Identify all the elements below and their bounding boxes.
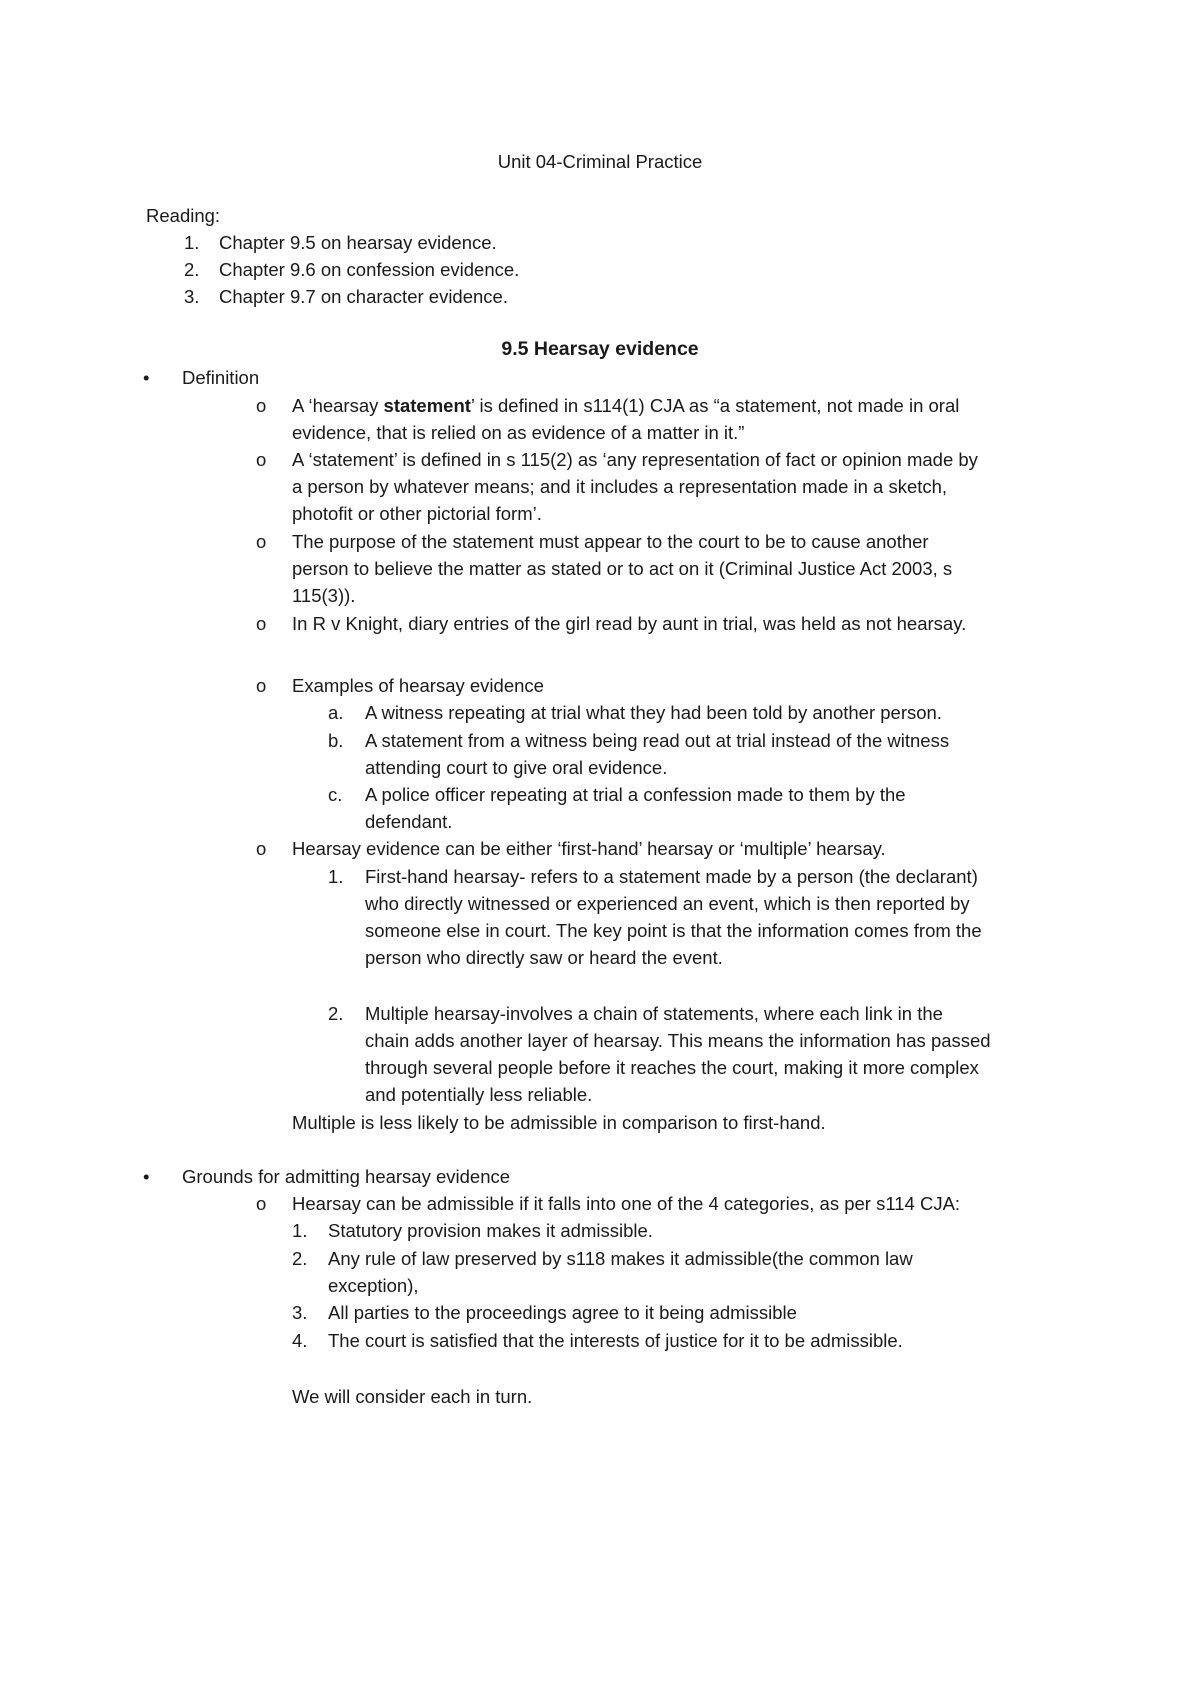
reading-number: 1. <box>184 232 200 253</box>
definition-text: a person by whatever means; and it includes a representation made in a sketch, <box>292 476 948 497</box>
type-item: person who directly saw or heard the event. <box>365 947 723 968</box>
types-note: Multiple is less likely to be admissible in comparison to first-hand. <box>292 1112 826 1133</box>
definition-text: evidence, that is relied on as evidence of a matter in it.” <box>292 422 745 443</box>
list-marker: a. <box>328 702 344 723</box>
list-marker: c. <box>328 784 343 805</box>
reading-label: Reading: <box>146 205 221 226</box>
ground-item: Any rule of law preserved by s118 makes it admissible(the common law <box>328 1248 913 1269</box>
sub-bullet-icon: o <box>256 395 267 416</box>
list-marker: 1. <box>292 1220 308 1241</box>
types-label: Hearsay evidence can be either ‘first-hand’ hearsay or ‘multiple’ hearsay. <box>292 838 886 859</box>
sub-bullet-icon: o <box>256 1193 267 1214</box>
ground-item: The court is satisfied that the interests of justice for it to be admissible. <box>328 1330 903 1351</box>
reading-item: Chapter 9.7 on character evidence. <box>219 286 508 307</box>
sub-bullet-icon: o <box>256 531 267 552</box>
example-item: defendant. <box>365 811 453 832</box>
bold-term: statement <box>383 395 471 416</box>
type-item: chain adds another layer of hearsay. This means the information has passed <box>365 1030 991 1051</box>
reading-number: 2. <box>184 259 200 280</box>
section-heading: 9.5 Hearsay evidence <box>501 338 699 360</box>
grounds-label: Grounds for admitting hearsay evidence <box>182 1166 511 1187</box>
definition-label: Definition <box>182 367 260 388</box>
definition-text: A ‘hearsay statement’ is defined in s114(1) CJA as “a statement, not made in oral <box>292 395 960 416</box>
list-marker: 3. <box>292 1302 308 1323</box>
type-item: through several people before it reaches the court, making it more complex <box>365 1057 979 1078</box>
list-marker: 1. <box>328 866 344 887</box>
list-marker: 2. <box>328 1003 344 1024</box>
reading-item: Chapter 9.5 on hearsay evidence. <box>219 232 497 253</box>
example-item: A witness repeating at trial what they had been told by another person. <box>365 702 942 723</box>
type-item: and potentially less reliable. <box>365 1084 593 1105</box>
ground-item: All parties to the proceedings agree to it being admissible <box>328 1302 797 1323</box>
page-title: Unit 04-Criminal Practice <box>497 151 703 172</box>
sub-bullet-icon: o <box>256 613 267 634</box>
type-item: Multiple hearsay-involves a chain of statements, where each link in the <box>365 1003 943 1024</box>
bullet-icon: • <box>143 1166 150 1187</box>
example-item: attending court to give oral evidence. <box>365 757 668 778</box>
grounds-intro: Hearsay can be admissible if it falls into one of the 4 categories, as per s114 CJA: <box>292 1193 961 1214</box>
sub-bullet-icon: o <box>256 449 267 470</box>
example-item: A police officer repeating at trial a confession made to them by the <box>365 784 906 805</box>
definition-text: A ‘statement’ is defined in s 115(2) as ‘any representation of fact or opinion made by <box>292 449 978 470</box>
type-item: someone else in court. The key point is that the information comes from the <box>365 920 982 941</box>
reading-number: 3. <box>184 286 200 307</box>
examples-label: Examples of hearsay evidence <box>292 675 544 696</box>
list-marker: b. <box>328 730 344 751</box>
definition-text: 115(3)). <box>292 585 356 606</box>
definition-text: In R v Knight, diary entries of the girl read by aunt in trial, was held as not hearsay. <box>292 613 967 634</box>
definition-text: person to believe the matter as stated or to act on it (Criminal Justice Act 2003, s <box>292 558 953 579</box>
sub-bullet-icon: o <box>256 838 267 859</box>
example-item: A statement from a witness being read out at trial instead of the witness <box>365 730 950 751</box>
ground-item: Statutory provision makes it admissible. <box>328 1220 653 1241</box>
ground-item: exception), <box>328 1275 419 1296</box>
type-item: First-hand hearsay- refers to a statement made by a person (the declarant) <box>365 866 978 887</box>
closing-text: We will consider each in turn. <box>292 1386 533 1407</box>
definition-text: photofit or other pictorial form’. <box>292 503 542 524</box>
list-marker: 4. <box>292 1330 308 1351</box>
bullet-icon: • <box>143 367 150 388</box>
reading-item: Chapter 9.6 on confession evidence. <box>219 259 520 280</box>
sub-bullet-icon: o <box>256 675 267 696</box>
definition-text: The purpose of the statement must appear to the court to be to cause another <box>292 531 929 552</box>
list-marker: 2. <box>292 1248 308 1269</box>
type-item: who directly witnessed or experienced an event, which is then reported by <box>365 893 970 914</box>
